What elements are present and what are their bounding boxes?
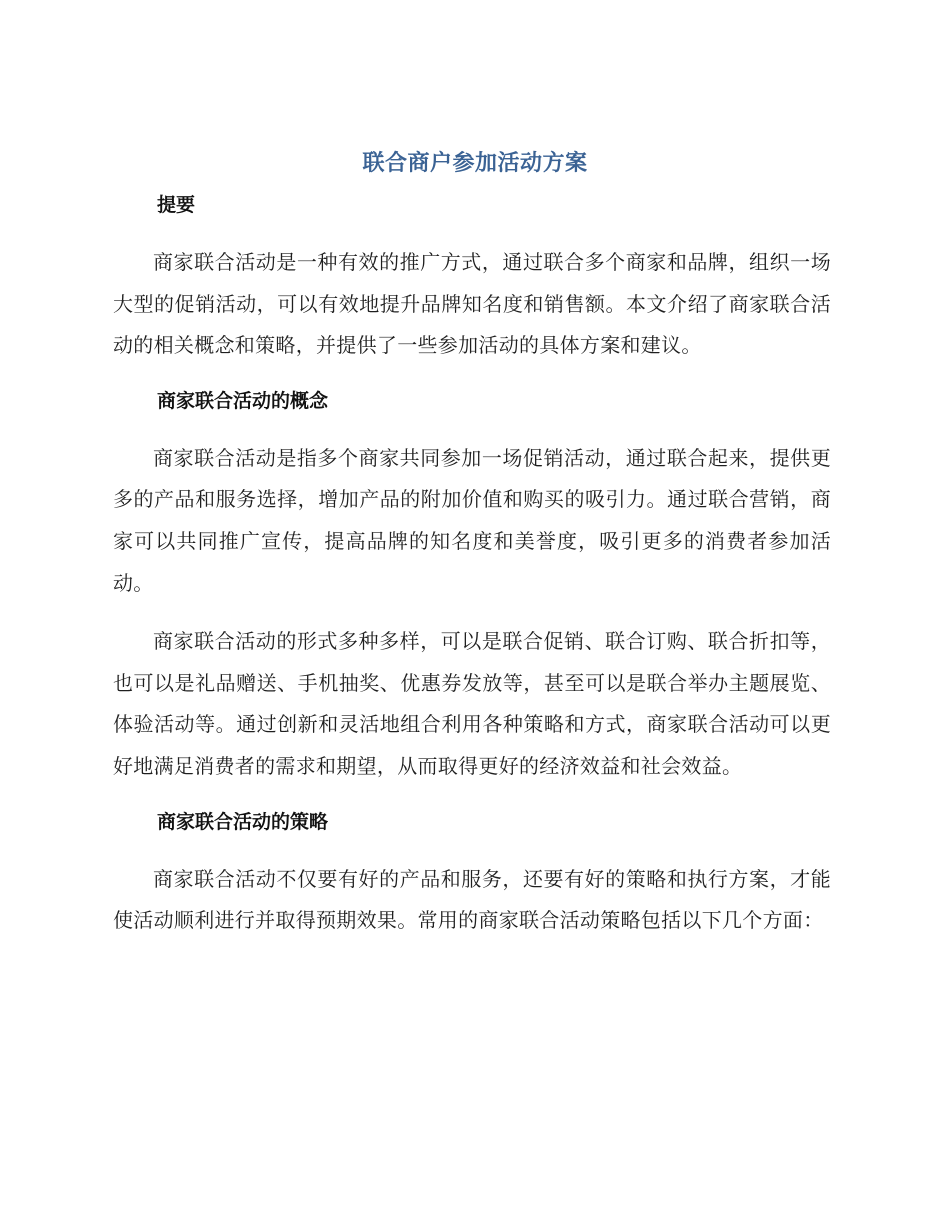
concept-paragraph-2: 商家联合活动的形式多种多样，可以是联合促销、联合订购、联合折扣等，也可以是礼品赠送、手机抽奖、优惠券发放等，甚至可以是联合举办主题展览、体验活动等。通过创新和灵活地组合利用各种策略和方式，商家联合活动可以更好地满足消费者的需求和期望，从而取得更好的经济效益和社会效益。 [113, 629, 831, 778]
section-heading-concept: 商家联合活动的概念 [157, 389, 329, 412]
document-title: 联合商户参加活动方案 [362, 151, 588, 176]
section-heading-strategy: 商家联合活动的策略 [157, 810, 329, 833]
strategy-paragraph: 商家联合活动不仅要有好的产品和服务，还要有好的策略和执行方案，才能使活动顺利进行并取得预期效果。常用的商家联合活动策略包括以下几个方面： [113, 866, 831, 933]
concept-paragraph-1: 商家联合活动是指多个商家共同参加一场促销活动，通过联合起来，提供更多的产品和服务选择，增加产品的附加价值和购买的吸引力。通过联合营销，商家可以共同推广宣传，提高品牌的知名度和美誉度，吸引更多的消费者参加活动。 [113, 445, 831, 595]
summary-paragraph: 商家联合活动是一种有效的推广方式，通过联合多个商家和品牌，组织一场大型的促销活动，可以有效地提升品牌知名度和销售额。本文介绍了商家联合活动的相关概念和策略，并提供了一些参加活动的具体方案和建议。 [113, 250, 831, 358]
document-body [113, 190, 831, 942]
section-heading-summary: 提要 [157, 194, 196, 216]
